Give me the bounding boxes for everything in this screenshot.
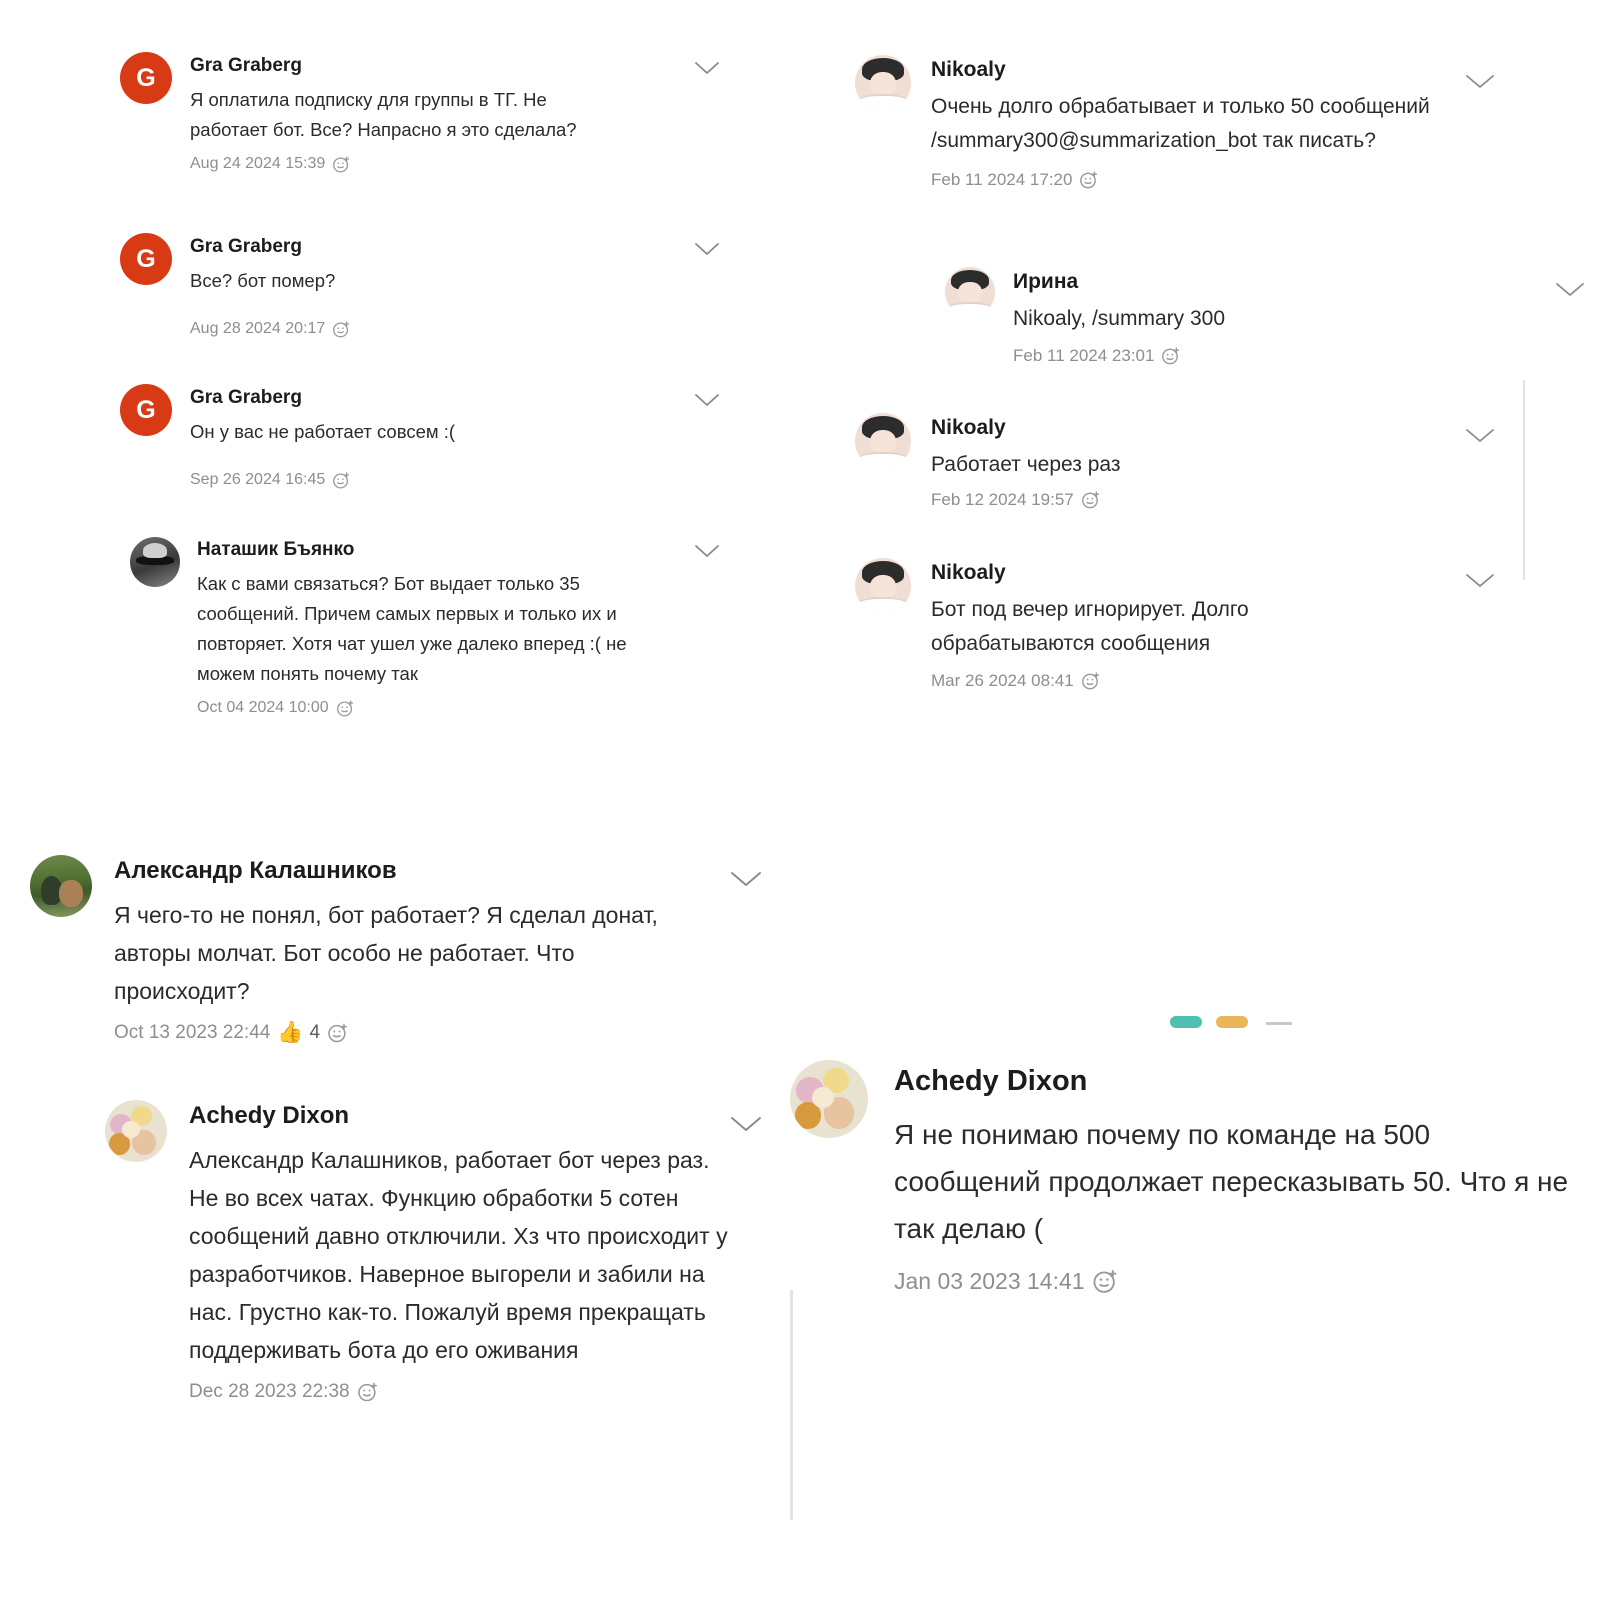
comment-author: Наташик Бъянко bbox=[197, 539, 355, 560]
comment-item[interactable] bbox=[855, 413, 1515, 510]
comment-meta bbox=[190, 320, 690, 339]
avatar bbox=[130, 537, 180, 587]
add-reaction-icon[interactable] bbox=[332, 320, 351, 339]
comment-timestamp: Mar 26 2024 08:41 bbox=[931, 671, 1074, 691]
comment-item-reply[interactable] bbox=[130, 537, 690, 718]
comment-timestamp: Feb 12 2024 19:57 bbox=[931, 490, 1074, 510]
comment-timestamp: Aug 28 2024 20:17 bbox=[190, 320, 326, 338]
comment-meta bbox=[1013, 346, 1515, 366]
comment-item[interactable] bbox=[855, 55, 1515, 190]
reaction-chip-grey bbox=[1266, 1022, 1292, 1025]
avatar bbox=[855, 558, 911, 614]
add-reaction-icon[interactable] bbox=[1079, 170, 1099, 190]
comment-author: Achedy Dixon bbox=[189, 1102, 350, 1129]
comment-author: Nikoaly bbox=[931, 561, 1006, 584]
add-reaction-icon[interactable] bbox=[336, 699, 355, 718]
comment-author: Nikoaly bbox=[931, 416, 1006, 439]
add-reaction-icon[interactable] bbox=[1081, 671, 1101, 691]
panel-bottom-left bbox=[30, 855, 790, 1555]
comment-meta bbox=[931, 671, 1515, 691]
avatar bbox=[30, 855, 92, 917]
avatar bbox=[120, 384, 172, 436]
chevron-down-icon[interactable] bbox=[1465, 73, 1495, 91]
comment-text: Я оплатила подписку для группы в ТГ. Не работает бот. Все? Напрасно я это сделала? bbox=[190, 88, 577, 140]
thread-divider bbox=[790, 1290, 793, 1520]
avatar-initial: G bbox=[120, 52, 172, 104]
chevron-down-icon[interactable] bbox=[694, 392, 720, 408]
comment-text: Я чего-то не понял, бот работает? Я сделал донат, авторы молчат. Бот особо не работает. Что происходит? bbox=[114, 901, 658, 1004]
add-reaction-icon[interactable] bbox=[1092, 1268, 1119, 1295]
comment-item[interactable] bbox=[855, 558, 1515, 691]
add-reaction-icon[interactable] bbox=[1161, 346, 1181, 366]
comment-text: Я не понимаю почему по команде на 500 сообщений продолжает пересказывать 50. Что я не так делаю ( bbox=[894, 1118, 1569, 1244]
comment-timestamp: Sep 26 2024 16:45 bbox=[190, 471, 326, 489]
avatar bbox=[945, 267, 995, 317]
comment-text: Очень долго обрабатывает и только 50 сообщений /summary300@summarization_bot так писать? bbox=[931, 95, 1430, 153]
comment-item[interactable] bbox=[120, 233, 690, 339]
avatar bbox=[120, 233, 172, 285]
comment-meta bbox=[190, 471, 690, 490]
avatar bbox=[855, 413, 911, 469]
cropped-reaction-fragment bbox=[1170, 1010, 1300, 1032]
chevron-down-icon[interactable] bbox=[730, 1114, 762, 1134]
comment-text: Как с вами связаться? Бот выдает только 35 сообщений. Причем самых первых и только их и повторяет. Хотя чат ушел уже далеко вперед :( не можем понять почему так bbox=[197, 572, 627, 684]
comment-item-reply[interactable] bbox=[105, 1100, 805, 1403]
comment-timestamp: Dec 28 2023 22:38 bbox=[189, 1380, 350, 1402]
comment-meta bbox=[190, 155, 690, 174]
comment-item[interactable] bbox=[120, 384, 690, 490]
comment-author: Александр Калашников bbox=[114, 857, 397, 884]
comment-timestamp: Aug 24 2024 15:39 bbox=[190, 155, 326, 173]
comment-item[interactable] bbox=[30, 855, 790, 1044]
add-reaction-icon[interactable] bbox=[332, 155, 351, 174]
add-reaction-icon[interactable] bbox=[357, 1381, 379, 1403]
comment-meta bbox=[197, 699, 690, 718]
avatar bbox=[105, 1100, 167, 1162]
comment-meta bbox=[931, 170, 1515, 190]
comment-text: Он у вас не работает совсем :( bbox=[190, 420, 456, 442]
chevron-down-icon[interactable] bbox=[1465, 427, 1495, 445]
panel-top-left bbox=[120, 52, 690, 782]
comment-text: Александр Калашников, работает бот через раз. Не во всех чатах. Функцию обработки 5 сотен сообщений давно отключили. Хз что происходит у разработчиков. Наверное выгорели и забили на нас. Грустно как-то. Пожалуй время прекращать поддерживать бота до его оживания bbox=[189, 1146, 728, 1363]
add-reaction-icon[interactable] bbox=[1081, 490, 1101, 510]
comment-timestamp: Feb 11 2024 23:01 bbox=[1013, 346, 1155, 366]
comment-text: Все? бот помер? bbox=[190, 269, 336, 291]
chevron-down-icon[interactable] bbox=[730, 869, 762, 889]
comment-author: Achedy Dixon bbox=[894, 1065, 1088, 1097]
chevron-down-icon[interactable] bbox=[1465, 572, 1495, 590]
reaction-badge[interactable] bbox=[277, 1022, 320, 1044]
comment-author: Gra Graberg bbox=[190, 55, 302, 76]
add-reaction-icon[interactable] bbox=[332, 471, 351, 490]
comment-author: Gra Graberg bbox=[190, 387, 302, 408]
avatar bbox=[120, 52, 172, 104]
comment-author: Nikoaly bbox=[931, 58, 1006, 81]
panel-top-right bbox=[855, 55, 1515, 755]
comment-timestamp: Feb 11 2024 17:20 bbox=[931, 170, 1073, 190]
comment-timestamp: Oct 13 2023 22:44 bbox=[114, 1021, 271, 1043]
add-reaction-icon[interactable] bbox=[327, 1022, 349, 1044]
comment-timestamp: Jan 03 2023 14:41 bbox=[894, 1267, 1085, 1294]
chevron-down-icon[interactable] bbox=[1555, 281, 1585, 299]
comment-timestamp: Oct 04 2024 10:00 bbox=[197, 699, 329, 717]
reaction-count: 4 bbox=[309, 1021, 321, 1043]
comment-meta bbox=[114, 1022, 790, 1044]
comment-text: Бот под вечер игнорирует. Долго обрабатываются сообщения bbox=[931, 598, 1249, 656]
comment-meta bbox=[931, 490, 1515, 510]
avatar-initial: G bbox=[120, 384, 172, 436]
thread-divider bbox=[1523, 380, 1525, 580]
reaction-chip-orange bbox=[1216, 1016, 1248, 1028]
chevron-down-icon[interactable] bbox=[694, 543, 720, 559]
comment-meta bbox=[894, 1268, 1580, 1295]
comment-item[interactable] bbox=[790, 1060, 1580, 1295]
avatar bbox=[790, 1060, 868, 1138]
thumbs-up-icon: 👍 bbox=[277, 1021, 304, 1045]
comment-author: Ирина bbox=[1013, 270, 1079, 293]
chevron-down-icon[interactable] bbox=[694, 60, 720, 76]
avatar bbox=[855, 55, 911, 111]
avatar-initial: G bbox=[120, 233, 172, 285]
comment-author: Gra Graberg bbox=[190, 236, 302, 257]
comment-text: Nikoaly, /summary 300 bbox=[1013, 307, 1226, 331]
comment-item-reply[interactable] bbox=[945, 267, 1515, 366]
comment-meta bbox=[189, 1381, 805, 1403]
reaction-chip-teal bbox=[1170, 1016, 1202, 1028]
chevron-down-icon[interactable] bbox=[694, 241, 720, 257]
panel-bottom-right bbox=[790, 1060, 1580, 1460]
comment-item[interactable] bbox=[120, 52, 690, 174]
comment-text: Работает через раз bbox=[931, 453, 1121, 477]
